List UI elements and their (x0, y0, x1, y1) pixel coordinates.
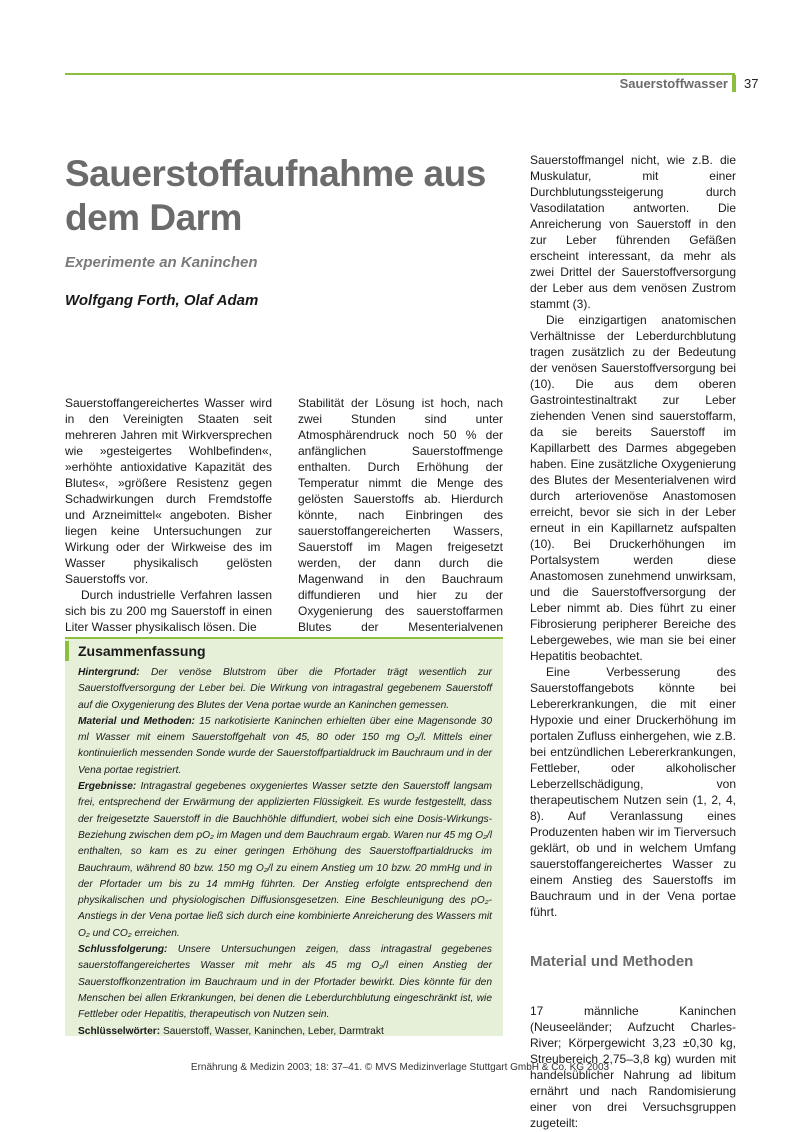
article-subtitle: Experimente an Kaninchen (65, 254, 258, 271)
summary-results (78, 779, 492, 942)
body-column-3 (530, 152, 736, 1131)
summary-label: Material und Methoden: (78, 715, 195, 727)
section-heading: Material und Methoden (530, 953, 694, 970)
body-paragraph: Durch industrielle Verfahren lassen sich bis zu 200 mg Sauerstoff in einen Liter Wasser physikalisch lösen. Die (65, 588, 272, 634)
summary-text: Sauerstoff, Wasser, Kaninchen, Leber, Darmtrakt (162, 1025, 384, 1037)
body-column-1 (65, 395, 272, 635)
summary-label: Schlussfolgerung: (78, 944, 168, 956)
summary-label: Ergebnisse: (78, 781, 137, 793)
header-rule (65, 73, 735, 75)
summary-body (78, 665, 492, 1040)
body-paragraph: Sauerstoffmangel nicht, wie z.B. die Muskulatur, mit einer Durchblutungssteigerung durch Vasodilatation antworten. Die Anreicherung von Sauerstoff in den zur Leber führenden Gefäßen erscheint interessant, da mehr als zwei Drittel der Sauerstoffversorgung der Leber aus dem venösen Zustrom stammt (3). (530, 153, 736, 311)
running-header: Sauerstoffwasser (619, 76, 728, 91)
body-column-2 (298, 395, 503, 651)
page-number: 37 (744, 76, 759, 91)
footer-citation: Ernährung & Medizin 2003; 18: 37–41. © MVS Medizinverlage Stuttgart GmbH & Co. KG 2003 (190, 1062, 610, 1073)
article-title: Sauerstoffaufnahme aus dem Darm (65, 153, 486, 238)
summary-conclusion (78, 942, 492, 1023)
summary-text: Der venöse Blutstrom über die Pfortader trägt wesentlich zur Sauerstoffversorgung der Leber bei. Die Wirkung von intragastral gegebenem Sauerstoff auf die Oxygenierung des Blutes der Vena portae wurde an Kaninchen gemessen. (78, 667, 492, 711)
summary-box (65, 637, 503, 1036)
summary-keywords (78, 1024, 492, 1040)
summary-methods (78, 714, 492, 779)
summary-label: Hintergrund: (78, 667, 140, 678)
summary-text: Unsere Untersuchungen zeigen, dass intragastral gegebenes sauerstoffangereichertes Wasser mit mehr als 45 mg O₂/l einen Anstieg der Sauerstoffkonzentration im Bauchraum und in der Pfortader bewirkt. Dies könnte für den Menschen bei allen Erkrankungen, bei denen die Leberdurchblutung eingeschränkt ist, wie Fettleber oder Hepatitis, therapeutisch von Nutzen sein. (78, 944, 492, 1021)
body-paragraph: Sauerstoffangereichertes Wasser wird in den Vereinigten Staaten seit mehreren Jahren mit Wirkversprechen wie »gesteigertes Wohlbefinden«, »erhöhte antioxidative Kapazität des Blutes«, »größere Resistenz gegen Schadwirkungen durch Fremdstoffe und Arzneimittel« angeboten. Bisher liegen keine Untersuchungen zur Wirkung oder der Wirkweise des im Wasser physikalisch gelösten Sauerstoffs vor. (65, 396, 272, 586)
body-paragraph: Die einzigartigen anatomischen Verhältnisse der Leberdurchblutung tragen zusätzlich zu der Bedeutung der venösen Sauerstoffversorgung bei (10). Die aus dem oberen Gastrointestinaltrakt zur Leber ziehenden Venen sind sauerstoffarm, da sie bereits Sauerstoff im Kapillarbett des Darmes abgegeben haben. Eine zusätzliche Oxygenierung des Blutes der Mesenterialvenen wird durch arteriovenöse Anastomosen erreicht, bevor sie sich in der Leber erneut in ein Kapillarnetz aufspalten (10). Bei Druckerhöhungen im Portalsystem werden diese Anastomosen zunehmend unwirksam, und die Sauerstoffversorgung der Leber nimmt ab. Dies führt zu einer Fibrosierung peripherer Bereiche des Lebergewebes, wie man sie bei einer Hepatitis beobachtet. (530, 313, 736, 663)
summary-heading: Zusammenfassung (65, 641, 206, 661)
summary-text: Intragastral gegebenes oxygeniertes Wasser setzte den Sauerstoff langsam frei, entsprechend der Erwärmung der applizierten Flüssigkeit. Es wurde festgestellt, dass der freigesetzte Sauerstoff in die Bauchhöhle diffundiert, wobei sich eine Dosis-Wirkungs-Beziehung zwischen dem pO₂ im Magen und dem Bauchraum ergab. Waren nur 45 mg O₂/l enthalten, so kam es zu einer geringen Erhöhung des Sauerstoffpartialdrucks im Bauchraum, während 80 bzw. 150 mg O₂/l zu einem Anstieg um 10 bzw. 20 mmHg und in der Pfortader um bis zu 14 mmHg führten. Der Anstieg erfolgte entsprechend den physikalischen und physiologischen Diffusionsgesetzen. Eine Beschleunigung des pO₂-Anstiegs in der Vena portae ließ sich durch eine kombinierte Anreicherung des Wassers mit O₂ und CO₂ erreichen. (78, 781, 492, 939)
body-paragraph: 17 männliche Kaninchen (Neuseeländer; Aufzucht Charles-River; Körpergewicht 3,23 ±0,30 kg, Streubereich 2,75–3,8 kg) wurden mit handelsüblicher Nahrung ad libitum ernährt und nach Randomisierung einer von drei Versuchsgruppen zugeteilt: (530, 1004, 736, 1130)
body-paragraph: Eine Verbesserung des Sauerstoffangebots könnte bei Lebererkrankungen, die mit einer Hypoxie und einer Druckerhöhung im portalen Zufluss einhergehen, wie z.B. bei entzündlichen Lebererkrankungen, Fettleber, oder alkoholischer Leberzellschädigung, von therapeutischem Nutzen sein (1, 2, 4, 8). Auf Veranlassung eines Produzenten haben wir im Tierversuch geklärt, ob und in welchem Umfang sauerstoffangereichertes Wasser zu einem Anstieg des Sauerstoffs im Bauchraum und in der Vena portae führt. (530, 665, 736, 919)
summary-label: Schlüsselwörter: (78, 1025, 161, 1037)
article-authors: Wolfgang Forth, Olaf Adam (65, 292, 259, 309)
summary-background (78, 665, 492, 714)
summary-text: 15 narkotisierte Kaninchen erhielten über eine Magensonde 30 ml Wasser mit einem Sauerstoffgehalt von 45, 80 oder 150 mg O₂/l. Mittels einer kontinuierlich messenden Sonde wurde der Sauerstoffpartialdruck im Bauchraum und in der Vena portae registriert. (78, 715, 492, 776)
header-accent-bar (732, 75, 736, 92)
body-paragraph: Stabilität der Lösung ist hoch, nach zwei Stunden sind unter Atmosphärendruck noch 50 % der anfänglichen Sauerstoffmenge enthalten. Durch Erhöhung der Temperatur nimmt die Menge des gelösten Sauerstoffs ab. Hierdurch könnte, nach Einbringen des sauerstoffangereicherten Wassers, Sauerstoff im Magen freigesetzt werden, der dann durch die Magenwand in den Bauchraum diffundieren und hier zu der Oxygenierung des sauerstoffarmen Blutes der Mesenterialvenen (298, 396, 503, 634)
